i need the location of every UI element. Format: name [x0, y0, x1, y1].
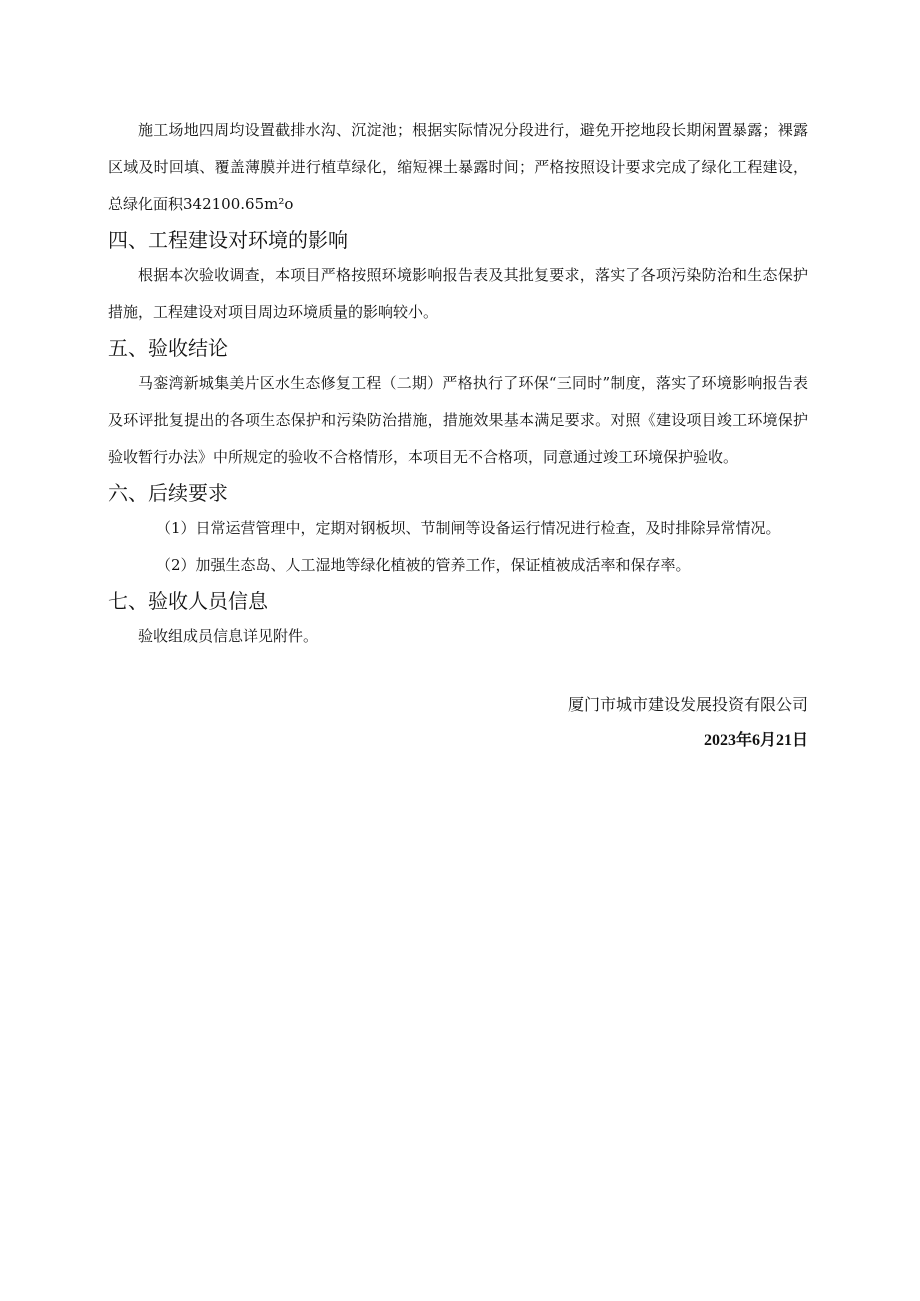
document-body: [108, 112, 808, 759]
section-4-paragraph: 根据本次验收调查，本项目严格按照环境影响报告表及其批复要求，落实了各项污染防治和生态保护措施，工程建设对项目周边环境质量的影响较小。: [108, 266, 808, 321]
section-7-heading: 七、验收人员信息: [108, 589, 268, 613]
signature-company: 厦门市城市建设发展投资有限公司: [567, 695, 808, 714]
section-6-item-1: （1）日常运营管理中，定期对钢板坝、节制闸等设备运行情况进行检查，及时排除异常情况。: [156, 519, 781, 537]
section-6-item-2: （2）加强生态岛、人工湿地等绿化植被的管养工作，保证植被成活率和保存率。: [156, 556, 691, 574]
section-3-continuation-paragraph: 施工场地四周均设置截排水沟、沉淀池；根据实际情况分段进行，避免开挖地段长期闲置暴露；裸露区域及时回填、覆盖薄膜并进行植草绿化，缩短裸土暴露时间；严格按照设计要求完成了绿化工程建设，总绿化面积342100.65m²o: [108, 121, 808, 213]
section-4-heading: 四、工程建设对环境的影响: [108, 228, 348, 252]
signature-block: [108, 687, 808, 759]
section-5-paragraph: 马銮湾新城集美片区水生态修复工程（二期）严格执行了环保“三同时”制度，落实了环境影响报告表及环评批复提出的各项生态保护和污染防治措施，措施效果基本满足要求。对照《建设项目竣工环境保护验收暂行办法》中所规定的验收不合格情形，本项目无不合格项，同意通过竣工环境保护验收。: [108, 374, 808, 466]
section-6-heading: 六、后续要求: [108, 481, 228, 505]
signature-date: 2023年6月21日: [703, 732, 808, 749]
section-7-paragraph: 验收组成员信息详见附件。: [138, 627, 319, 645]
section-5-heading: 五、验收结论: [108, 336, 228, 360]
